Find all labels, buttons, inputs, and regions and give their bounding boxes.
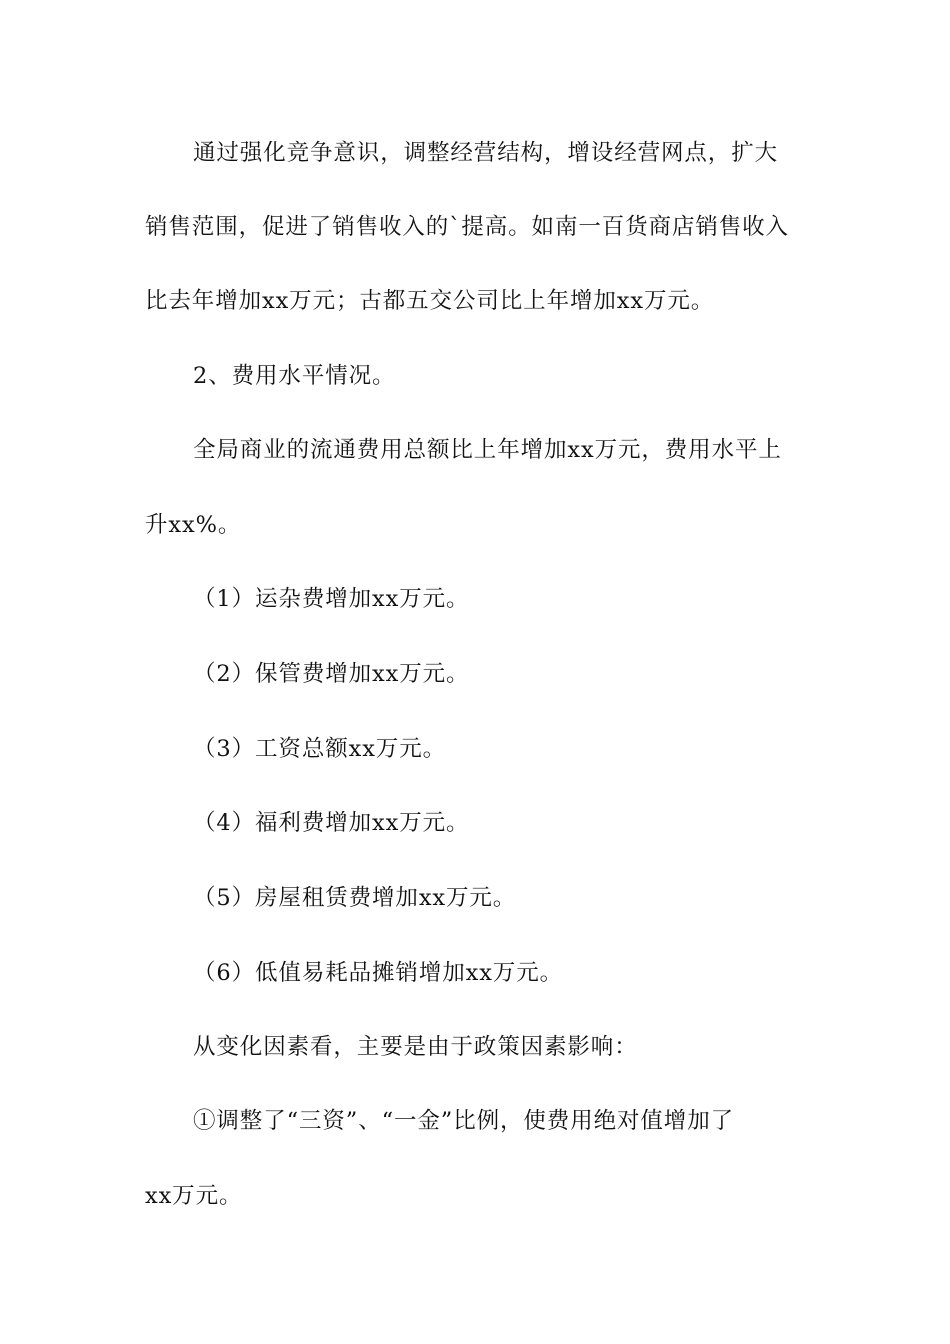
list-item: （3）工资总额xx万元。 — [193, 736, 446, 762]
paragraph-line: ①调整了“三资”、“一金”比例，使费用绝对值增加了 — [193, 1108, 735, 1134]
paragraph-line: xx万元。 — [145, 1183, 243, 1209]
paragraph-line: 销售范围，促进了销售收入的`提高。如南一百货商店销售收入 — [145, 214, 789, 240]
list-item: （4）福利费增加xx万元。 — [193, 810, 470, 836]
paragraph-line: 从变化因素看，主要是由于政策因素影响： — [193, 1034, 638, 1060]
list-item: （6）低值易耗品摊销增加xx万元。 — [193, 960, 563, 986]
list-item: （1）运杂费增加xx万元。 — [193, 586, 470, 612]
list-item: （2）保管费增加xx万元。 — [193, 661, 470, 687]
list-item: （5）房屋租赁费增加xx万元。 — [193, 885, 517, 911]
paragraph-line: 比去年增加xx万元；古都五交公司比上年增加xx万元。 — [145, 288, 715, 314]
paragraph-line: 通过强化竞争意识，调整经营结构，增设经营网点，扩大 — [193, 140, 779, 166]
section-heading: 2、费用水平情况。 — [193, 363, 396, 389]
paragraph-line: 升xx%。 — [145, 512, 242, 538]
paragraph-line: 全局商业的流通费用总额比上年增加xx万元，费用水平上 — [193, 437, 782, 463]
